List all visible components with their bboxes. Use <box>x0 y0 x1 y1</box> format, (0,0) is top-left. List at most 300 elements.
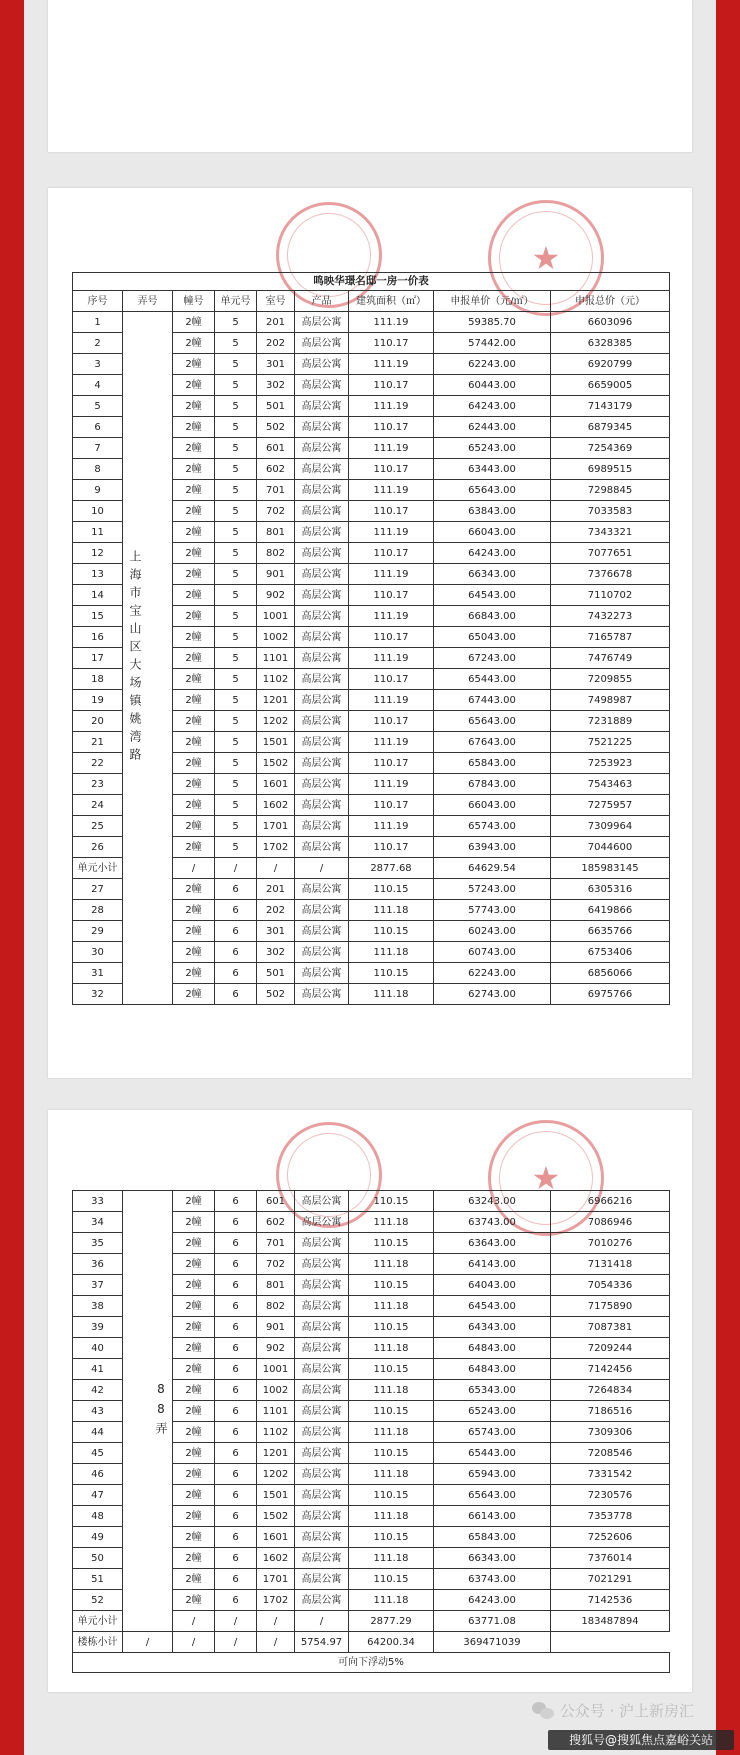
building-cell: 2幢 <box>173 459 215 480</box>
row-number-cell: 23 <box>73 774 123 795</box>
total-price-cell: 7376678 <box>551 564 670 585</box>
row-number-cell: 44 <box>73 1422 123 1443</box>
unit-price-cell: 63771.08 <box>434 1611 551 1632</box>
unit-cell: 6 <box>215 1380 257 1401</box>
unit-price-cell: 60743.00 <box>434 942 551 963</box>
unit-price-cell: 64543.00 <box>434 585 551 606</box>
total-price-cell: 7230576 <box>551 1485 670 1506</box>
unit-cell: 6 <box>215 1590 257 1611</box>
building-cell: 2幢 <box>173 921 215 942</box>
building-cell: 2幢 <box>173 627 215 648</box>
row-number-cell: 52 <box>73 1590 123 1611</box>
building-cell: 2幢 <box>173 1548 215 1569</box>
area-cell: 111.19 <box>349 606 434 627</box>
building-cell: 2幢 <box>173 1590 215 1611</box>
unit-cell: 6 <box>215 963 257 984</box>
product-cell: 高层公寓 <box>295 1338 349 1359</box>
room-cell: 1201 <box>257 690 295 711</box>
column-header: 弄号 <box>123 291 173 312</box>
area-cell: 111.18 <box>349 1254 434 1275</box>
table-row <box>73 1632 670 1653</box>
total-price-cell: 7175890 <box>551 1296 670 1317</box>
room-cell: 602 <box>257 459 295 480</box>
room-cell: 302 <box>257 942 295 963</box>
price-list-page-2 <box>48 1110 692 1692</box>
row-number-cell: 41 <box>73 1359 123 1380</box>
area-cell: 111.19 <box>349 732 434 753</box>
building-cell: 2幢 <box>173 1317 215 1338</box>
unit-cell: 5 <box>215 711 257 732</box>
unit-price-cell: 65843.00 <box>434 1527 551 1548</box>
wechat-icon <box>532 1702 554 1720</box>
area-cell: 110.17 <box>349 375 434 396</box>
unit-cell: 6 <box>215 1317 257 1338</box>
area-cell: 110.17 <box>349 585 434 606</box>
area-cell: 111.19 <box>349 648 434 669</box>
total-price-cell: 6856066 <box>551 963 670 984</box>
building-cell: 2幢 <box>173 354 215 375</box>
area-cell: 111.19 <box>349 522 434 543</box>
room-cell: 1502 <box>257 1506 295 1527</box>
product-cell: 高层公寓 <box>295 1422 349 1443</box>
room-cell: 1701 <box>257 816 295 837</box>
building-cell: 2幢 <box>173 648 215 669</box>
product-cell: 高层公寓 <box>295 879 349 900</box>
total-price-cell: 6659005 <box>551 375 670 396</box>
building-cell: 2幢 <box>173 837 215 858</box>
building-cell: 2幢 <box>173 816 215 837</box>
room-cell: 1602 <box>257 795 295 816</box>
total-price-cell: 7110702 <box>551 585 670 606</box>
product-cell: 高层公寓 <box>295 921 349 942</box>
building-cell: 2幢 <box>173 774 215 795</box>
total-price-cell: 7253923 <box>551 753 670 774</box>
building-cell: 2幢 <box>173 1569 215 1590</box>
product-cell: 高层公寓 <box>295 1275 349 1296</box>
unit-price-cell: 62243.00 <box>434 963 551 984</box>
column-header: 申报单价（元/㎡） <box>434 291 551 312</box>
unit-cell: 6 <box>215 1296 257 1317</box>
room-cell: 601 <box>257 1191 295 1212</box>
total-price-cell: 7077651 <box>551 543 670 564</box>
row-number-cell: 31 <box>73 963 123 984</box>
building-cell: 2幢 <box>173 480 215 501</box>
row-number-cell: 4 <box>73 375 123 396</box>
total-price-cell: 7309306 <box>551 1422 670 1443</box>
total-price-cell: 7209855 <box>551 669 670 690</box>
total-price-cell: 6920799 <box>551 354 670 375</box>
total-price-cell: 7343321 <box>551 522 670 543</box>
price-table-page-1 <box>72 272 670 1005</box>
total-price-cell: 7298845 <box>551 480 670 501</box>
total-price-cell: 7086946 <box>551 1212 670 1233</box>
total-price-cell: 7309964 <box>551 816 670 837</box>
product-cell: 高层公寓 <box>295 417 349 438</box>
product-cell: 高层公寓 <box>295 1296 349 1317</box>
row-number-cell: 46 <box>73 1464 123 1485</box>
building-cell: 2幢 <box>173 879 215 900</box>
product-cell: 高层公寓 <box>295 837 349 858</box>
unit-price-cell: 63243.00 <box>434 1191 551 1212</box>
room-cell: 802 <box>257 1296 295 1317</box>
room-cell: 202 <box>257 900 295 921</box>
row-number-cell: 3 <box>73 354 123 375</box>
unit-price-cell: 63943.00 <box>434 837 551 858</box>
room-cell: 1002 <box>257 627 295 648</box>
area-cell: 111.19 <box>349 564 434 585</box>
product-cell: 高层公寓 <box>295 396 349 417</box>
building-cell: 2幢 <box>173 1443 215 1464</box>
building-cell: 2幢 <box>173 732 215 753</box>
building-cell: 2幢 <box>173 312 215 333</box>
area-cell: 110.15 <box>349 1443 434 1464</box>
product-cell: 高层公寓 <box>295 312 349 333</box>
product-cell: 高层公寓 <box>295 459 349 480</box>
room-cell: 1202 <box>257 711 295 732</box>
row-number-cell: 19 <box>73 690 123 711</box>
unit-cell: 5 <box>215 438 257 459</box>
building-cell: 2幢 <box>173 1380 215 1401</box>
unit-cell: 5 <box>215 774 257 795</box>
row-number-cell: 9 <box>73 480 123 501</box>
row-number-cell: 10 <box>73 501 123 522</box>
room-cell: 701 <box>257 1233 295 1254</box>
unit-cell: 6 <box>215 1401 257 1422</box>
room-cell: 901 <box>257 1317 295 1338</box>
room-cell: 502 <box>257 417 295 438</box>
room-cell: 1201 <box>257 1443 295 1464</box>
total-price-cell: 7252606 <box>551 1527 670 1548</box>
product-cell: 高层公寓 <box>295 375 349 396</box>
row-number-cell: 39 <box>73 1317 123 1338</box>
total-price-cell: 7264834 <box>551 1380 670 1401</box>
row-number-cell: 5 <box>73 396 123 417</box>
unit-price-cell: 63743.00 <box>434 1569 551 1590</box>
room-cell: 802 <box>257 543 295 564</box>
product-cell: 高层公寓 <box>295 753 349 774</box>
room-cell: 1002 <box>257 1380 295 1401</box>
official-seal-right: ★ <box>488 1120 604 1236</box>
area-cell: 110.17 <box>349 417 434 438</box>
unit-cell: / <box>215 1611 257 1632</box>
room-cell: 302 <box>257 375 295 396</box>
area-cell: 110.17 <box>349 333 434 354</box>
row-number-cell: 45 <box>73 1443 123 1464</box>
total-price-cell: 7331542 <box>551 1464 670 1485</box>
unit-price-cell: 60443.00 <box>434 375 551 396</box>
room-cell: 1601 <box>257 774 295 795</box>
product-cell: 高层公寓 <box>295 732 349 753</box>
area-cell: 110.15 <box>349 1191 434 1212</box>
room-cell: 201 <box>257 312 295 333</box>
product-cell: 高层公寓 <box>295 1527 349 1548</box>
unit-cell: 6 <box>215 1191 257 1212</box>
unit-cell: 5 <box>215 606 257 627</box>
total-price-cell: 7142456 <box>551 1359 670 1380</box>
unit-cell: 6 <box>215 1233 257 1254</box>
row-number-cell: 21 <box>73 732 123 753</box>
area-cell: 111.18 <box>349 984 434 1005</box>
total-price-cell: 7476749 <box>551 648 670 669</box>
room-cell: 901 <box>257 564 295 585</box>
product-cell: 高层公寓 <box>295 1380 349 1401</box>
unit-price-cell: 67643.00 <box>434 732 551 753</box>
unit-cell: 5 <box>215 459 257 480</box>
area-cell: 111.19 <box>349 396 434 417</box>
unit-cell: 5 <box>215 837 257 858</box>
building-cell: 2幢 <box>173 375 215 396</box>
total-price-cell: 6989515 <box>551 459 670 480</box>
unit-cell: 5 <box>215 501 257 522</box>
product-cell: 高层公寓 <box>295 480 349 501</box>
lane-address-cell: 88弄 <box>123 1191 173 1632</box>
unit-cell: 5 <box>215 375 257 396</box>
room-cell: 1501 <box>257 1485 295 1506</box>
room-cell: / <box>257 858 295 879</box>
area-cell: 110.17 <box>349 795 434 816</box>
area-cell: 111.19 <box>349 480 434 501</box>
area-cell: 110.17 <box>349 753 434 774</box>
unit-cell: 5 <box>215 543 257 564</box>
row-number-cell: 48 <box>73 1506 123 1527</box>
row-number-cell: 2 <box>73 333 123 354</box>
unit-price-cell: 64143.00 <box>434 1254 551 1275</box>
total-price-cell: 7054336 <box>551 1275 670 1296</box>
product-cell: 高层公寓 <box>295 585 349 606</box>
total-price-cell: 6975766 <box>551 984 670 1005</box>
product-cell: 高层公寓 <box>295 1569 349 1590</box>
room-cell: 602 <box>257 1212 295 1233</box>
room-cell: 702 <box>257 1254 295 1275</box>
area-cell: 111.18 <box>349 900 434 921</box>
unit-cell: 5 <box>215 585 257 606</box>
room-cell: 1001 <box>257 1359 295 1380</box>
building-cell: 2幢 <box>173 1275 215 1296</box>
room-cell: 1501 <box>257 732 295 753</box>
total-price-cell: 6966216 <box>551 1191 670 1212</box>
product-cell: 高层公寓 <box>295 963 349 984</box>
building-cell: 2幢 <box>173 984 215 1005</box>
room-cell: 801 <box>257 522 295 543</box>
building-cell: 2幢 <box>173 1401 215 1422</box>
total-price-cell: 7186516 <box>551 1401 670 1422</box>
row-number-cell: 16 <box>73 627 123 648</box>
row-number-cell: 18 <box>73 669 123 690</box>
room-cell: 502 <box>257 984 295 1005</box>
building-cell: 2幢 <box>173 1527 215 1548</box>
room-cell: 1701 <box>257 1569 295 1590</box>
building-cell: 2幢 <box>173 1254 215 1275</box>
row-number-cell: 36 <box>73 1254 123 1275</box>
unit-cell: 5 <box>215 627 257 648</box>
row-number-cell: 1 <box>73 312 123 333</box>
area-cell: 110.15 <box>349 1401 434 1422</box>
unit-cell: 5 <box>215 396 257 417</box>
official-seal-right: ★ <box>488 200 604 316</box>
product-cell: 高层公寓 <box>295 501 349 522</box>
product-cell: 高层公寓 <box>295 816 349 837</box>
product-cell: 高层公寓 <box>295 711 349 732</box>
column-header: 单元号 <box>215 291 257 312</box>
area-cell: 110.15 <box>349 1233 434 1254</box>
room-cell: 902 <box>257 585 295 606</box>
unit-cell: 5 <box>215 312 257 333</box>
total-price-cell: 6753406 <box>551 942 670 963</box>
room-cell: / <box>215 1632 257 1653</box>
unit-cell: 5 <box>215 753 257 774</box>
room-cell: 501 <box>257 396 295 417</box>
row-number-cell: 12 <box>73 543 123 564</box>
unit-cell: 6 <box>215 900 257 921</box>
unit-cell: 5 <box>215 816 257 837</box>
building-cell: 2幢 <box>173 669 215 690</box>
room-cell: / <box>257 1611 295 1632</box>
unit-price-cell: 59385.70 <box>434 312 551 333</box>
building-cell: 2幢 <box>173 501 215 522</box>
area-cell: 111.18 <box>349 1506 434 1527</box>
unit-cell: 6 <box>215 1527 257 1548</box>
unit-price-cell: 62743.00 <box>434 984 551 1005</box>
source-credit: 搜狐号@搜狐焦点嘉峪关站 <box>548 1730 734 1750</box>
row-number-cell: 单元小计 <box>73 858 123 879</box>
area-cell: 5754.97 <box>295 1632 349 1653</box>
total-price-cell: 7208546 <box>551 1443 670 1464</box>
total-price-cell: 7353778 <box>551 1506 670 1527</box>
row-number-cell: 40 <box>73 1338 123 1359</box>
room-cell: 301 <box>257 354 295 375</box>
room-cell: 1702 <box>257 837 295 858</box>
product-cell: 高层公寓 <box>295 333 349 354</box>
building-cell: 2幢 <box>173 606 215 627</box>
row-number-cell: 25 <box>73 816 123 837</box>
column-header: 产品 <box>295 291 349 312</box>
lane-address-cell: 上海市宝山区大场镇姚湾路 <box>123 312 173 1005</box>
unit-cell: 6 <box>215 1359 257 1380</box>
room-cell: 501 <box>257 963 295 984</box>
product-cell: 高层公寓 <box>295 1485 349 1506</box>
unit-cell: 6 <box>215 1548 257 1569</box>
product-cell: 高层公寓 <box>295 1548 349 1569</box>
area-cell: 111.18 <box>349 942 434 963</box>
row-number-cell: 6 <box>73 417 123 438</box>
column-header: 申报总价（元） <box>551 291 670 312</box>
area-cell: 110.15 <box>349 1275 434 1296</box>
total-price-cell: 7498987 <box>551 690 670 711</box>
unit-cell: 6 <box>215 1443 257 1464</box>
building-cell: 2幢 <box>173 564 215 585</box>
building-cell: 2幢 <box>173 522 215 543</box>
building-cell: 2幢 <box>173 711 215 732</box>
total-price-cell: 7432273 <box>551 606 670 627</box>
area-cell: 110.17 <box>349 627 434 648</box>
building-cell: 2幢 <box>173 1359 215 1380</box>
building-cell: 2幢 <box>173 753 215 774</box>
area-cell: 110.15 <box>349 1569 434 1590</box>
unit-cell: 6 <box>215 1212 257 1233</box>
unit-price-cell: 64043.00 <box>434 1275 551 1296</box>
room-cell: 202 <box>257 333 295 354</box>
row-number-cell: 32 <box>73 984 123 1005</box>
unit-price-cell: 64243.00 <box>434 543 551 564</box>
unit-price-cell: 64543.00 <box>434 1296 551 1317</box>
unit-cell: 5 <box>215 333 257 354</box>
product-cell: 高层公寓 <box>295 1254 349 1275</box>
total-price-cell: 6328385 <box>551 333 670 354</box>
total-price-cell: 7275957 <box>551 795 670 816</box>
area-cell: 110.15 <box>349 963 434 984</box>
room-cell: 1602 <box>257 1548 295 1569</box>
row-number-cell: 14 <box>73 585 123 606</box>
row-number-cell: 47 <box>73 1485 123 1506</box>
total-price-cell: 6603096 <box>551 312 670 333</box>
product-cell: 高层公寓 <box>295 795 349 816</box>
total-price-cell: 6305316 <box>551 879 670 900</box>
area-cell: 110.15 <box>349 879 434 900</box>
unit-cell: 5 <box>215 522 257 543</box>
row-number-cell: 38 <box>73 1296 123 1317</box>
watermark-account: 公众号 · 沪上新房汇 <box>559 1702 694 1720</box>
room-cell: 1702 <box>257 1590 295 1611</box>
row-number-cell: 35 <box>73 1233 123 1254</box>
product-cell: 高层公寓 <box>295 1443 349 1464</box>
building-cell: 2幢 <box>173 1422 215 1443</box>
unit-price-cell: 65243.00 <box>434 1401 551 1422</box>
product-cell: 高层公寓 <box>295 543 349 564</box>
building-cell: 2幢 <box>173 1296 215 1317</box>
area-cell: 110.17 <box>349 669 434 690</box>
product-cell: 高层公寓 <box>295 774 349 795</box>
building-cell: 2幢 <box>173 1506 215 1527</box>
product-cell: 高层公寓 <box>295 522 349 543</box>
unit-price-cell: 67243.00 <box>434 648 551 669</box>
area-cell: 111.19 <box>349 312 434 333</box>
unit-cell: 6 <box>215 1506 257 1527</box>
product-cell: 高层公寓 <box>295 1317 349 1338</box>
unit-cell: 6 <box>215 942 257 963</box>
unit-cell: 5 <box>215 354 257 375</box>
unit-cell: 5 <box>215 417 257 438</box>
product-cell: 高层公寓 <box>295 438 349 459</box>
row-number-cell: 22 <box>73 753 123 774</box>
product-cell: 高层公寓 <box>295 942 349 963</box>
total-price-cell: 369471039 <box>434 1632 551 1653</box>
product-cell: 高层公寓 <box>295 564 349 585</box>
total-price-cell: 7165787 <box>551 627 670 648</box>
unit-price-cell: 57442.00 <box>434 333 551 354</box>
area-cell: 110.15 <box>349 1485 434 1506</box>
total-price-cell: 7033583 <box>551 501 670 522</box>
unit-price-cell: 65843.00 <box>434 753 551 774</box>
row-number-cell: 8 <box>73 459 123 480</box>
column-header: 室号 <box>257 291 295 312</box>
product-cell: 高层公寓 <box>295 1401 349 1422</box>
table-row <box>73 312 670 333</box>
unit-cell: 6 <box>215 879 257 900</box>
unit-price-cell: 65643.00 <box>434 711 551 732</box>
row-number-cell: 24 <box>73 795 123 816</box>
area-cell: 111.19 <box>349 774 434 795</box>
row-number-cell: 11 <box>73 522 123 543</box>
total-price-cell: 7142536 <box>551 1590 670 1611</box>
unit-price-cell: 67443.00 <box>434 690 551 711</box>
total-price-cell: 185983145 <box>551 858 670 879</box>
row-number-cell: 28 <box>73 900 123 921</box>
unit-cell: 6 <box>215 1275 257 1296</box>
previous-page-sheet <box>48 0 692 152</box>
building-cell: 2幢 <box>173 1338 215 1359</box>
unit-price-cell: 65743.00 <box>434 1422 551 1443</box>
unit-price-cell: 65443.00 <box>434 669 551 690</box>
